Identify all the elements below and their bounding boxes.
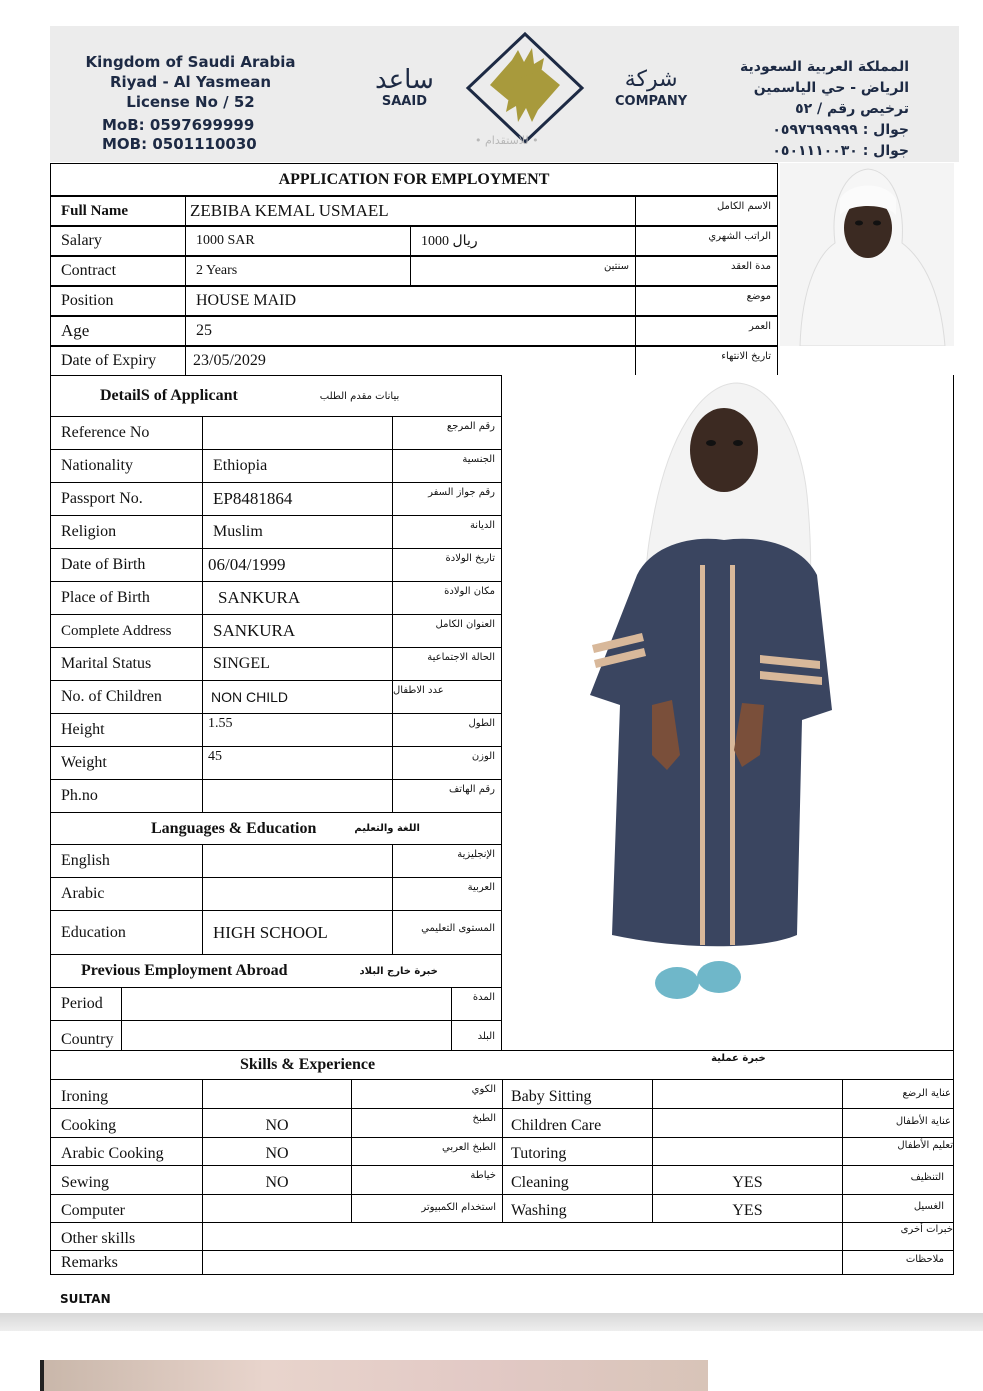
passport-ar-label: رقم جواز السفر (392, 482, 502, 516)
portrait-figure-icon (780, 163, 954, 346)
skill-ironing-ar: الكوي (351, 1079, 503, 1109)
skill-children-care-value (652, 1108, 843, 1138)
height-value: 1.55 (202, 713, 393, 747)
skill-arabic-cooking-value: NO (202, 1137, 352, 1166)
weight-value: 45 (202, 746, 393, 780)
details-heading-ar: بيانات مقدم الطلب (319, 390, 400, 402)
english-label: English (50, 844, 203, 878)
passport-value: EP8481864 (202, 482, 393, 516)
next-page-preview (40, 1360, 708, 1391)
children-value: NON CHILD (202, 680, 393, 714)
dob-ar-label: تاريخ الولادة (392, 548, 502, 582)
marital-label: Marital Status (50, 647, 203, 681)
letterhead-english (68, 52, 313, 112)
skill-cooking-ar: الطبخ (351, 1108, 503, 1138)
remarks-label: Remarks (50, 1250, 203, 1275)
logo-saaid-en: SAAID (381, 94, 427, 109)
letterhead-ar-line: الرياض - حي الياسمين (753, 80, 909, 96)
skill-cleaning-value: YES (652, 1165, 843, 1195)
address-value: SANKURA (202, 614, 393, 648)
skill-tutoring-ar: تعليم الأطفال (842, 1137, 954, 1166)
skill-sewing-ar: خياطة (351, 1165, 503, 1195)
skill-cleaning-label: Cleaning (502, 1165, 653, 1195)
age-label: Age (50, 316, 186, 346)
children-ar-label: عدد الاطفال (392, 680, 502, 714)
address-label: Complete Address (50, 614, 203, 648)
contract-value-ar (410, 256, 636, 286)
previous-heading-ar: خبرة خارج البلاد (359, 965, 438, 977)
other-skills-value (202, 1222, 843, 1251)
letterhead-ar-line: جوال : ٠٥٠١١١٠٠٣٠ (772, 143, 909, 159)
full-name-value: ZEBIBA KEMAL USMAEL (185, 196, 636, 226)
nationality-value: Ethiopia (202, 449, 393, 483)
letterhead-line: Kingdom of Saudi Arabia (85, 53, 296, 71)
letterhead-arabic (740, 57, 909, 162)
position-ar-label: موضع (635, 286, 778, 316)
marital-ar-label: الحالة الاجتماعية (392, 647, 502, 681)
skill-washing-ar: الغسيل (842, 1194, 954, 1223)
languages-heading-row (50, 812, 502, 845)
reference-ar-label: رقم المرجع (392, 416, 502, 450)
skill-computer-label: Computer (50, 1194, 203, 1223)
other-skills-label: Other skills (50, 1222, 203, 1251)
country-label: Country (50, 1020, 122, 1051)
page-separator (0, 1313, 983, 1331)
contract-ar-label: مدة العقد (635, 256, 778, 286)
age-value: 25 (185, 316, 636, 346)
expiry-value: 23/05/2029 (185, 346, 636, 376)
contract-value-ar-text: سنتين (603, 261, 629, 272)
remarks-value (202, 1250, 843, 1275)
skills-heading-row (50, 1050, 954, 1080)
logo-caption: • للاستقدام • (475, 134, 539, 147)
birthplace-value: SANKURA (202, 581, 393, 615)
other-skills-ar: خبرات أخرى (842, 1222, 954, 1251)
skill-baby-sitting-ar: عناية الرضع (842, 1079, 954, 1109)
mobile-number: MOB: 0501110030 (102, 135, 257, 153)
contract-value: 2 Years (185, 256, 411, 286)
salary-label: Salary (50, 226, 186, 256)
full-body-figure-icon (502, 375, 954, 1051)
salary-value: 1000 SAR (185, 226, 411, 256)
arabic-value (202, 877, 393, 911)
saaid-logo-text (375, 66, 434, 109)
birthplace-ar-label: مكان الولادة (392, 581, 502, 615)
skill-washing-label: Washing (502, 1194, 653, 1223)
english-ar-label: الإنجليزية (392, 844, 502, 878)
logo-saaid-ar: ساعد (375, 65, 434, 95)
country-value (121, 1020, 452, 1051)
religion-ar-label: الديانة (392, 515, 502, 549)
arabic-label: Arabic (50, 877, 203, 911)
letterhead-ar-line: المملكة العربية السعودية (740, 59, 909, 75)
skill-computer-ar: استخدام الكمبيوتر (351, 1194, 503, 1223)
skill-sewing-value: NO (202, 1165, 352, 1195)
country-ar-label: البلد (451, 1020, 502, 1051)
expiry-label: Date of Expiry (50, 346, 186, 376)
salary-ar-label: الراتب الشهري (635, 226, 778, 256)
agent-name: SULTAN (60, 1292, 111, 1306)
height-ar-label: الطول (392, 713, 502, 747)
skill-children-care-ar: عناية الأطفال (842, 1108, 954, 1138)
period-value (121, 987, 452, 1021)
reference-label: Reference No (50, 416, 203, 450)
previous-heading: Previous Employment Abroad (81, 962, 288, 979)
skill-ironing-label: Ironing (50, 1079, 203, 1109)
skill-arabic-cooking-ar: الطبخ العربي (351, 1137, 503, 1166)
dob-value: 06/04/1999 (202, 548, 393, 582)
marital-value: SINGEL (202, 647, 393, 681)
logo-company-ar: شركة (624, 67, 678, 92)
skill-sewing-label: Sewing (50, 1165, 203, 1195)
english-value (202, 844, 393, 878)
remarks-ar: ملاحظات (842, 1250, 954, 1275)
position-value: HOUSE MAID (185, 286, 636, 316)
previous-heading-row (50, 954, 502, 988)
full-name-label: Full Name (50, 196, 186, 226)
education-ar-label: المستوى التعليمي (392, 910, 502, 955)
skills-heading: Skills & Experience (240, 1056, 376, 1073)
details-heading-row (50, 375, 502, 417)
contract-label: Contract (50, 256, 186, 286)
skill-arabic-cooking-label: Arabic Cooking (50, 1137, 203, 1166)
skill-baby-sitting-value (652, 1079, 843, 1109)
birthplace-label: Place of Birth (50, 581, 203, 615)
religion-label: Religion (50, 515, 203, 549)
skill-children-care-label: Children Care (502, 1108, 653, 1138)
letterhead-banner (50, 26, 959, 162)
weight-label: Weight (50, 746, 203, 780)
period-label: Period (50, 987, 122, 1021)
skill-baby-sitting-label: Baby Sitting (502, 1079, 653, 1109)
height-label: Height (50, 713, 203, 747)
religion-value: Muslim (202, 515, 393, 549)
age-ar-label: العمر (635, 316, 778, 346)
skill-cooking-label: Cooking (50, 1108, 203, 1138)
hands-logo-icon (460, 30, 590, 145)
skill-ironing-value (202, 1079, 352, 1109)
letterhead-ar-line: ترخيص رقم / ٥٢ (795, 101, 909, 117)
dob-label: Date of Birth (50, 548, 203, 582)
logo-company-en: COMPANY (615, 94, 688, 109)
skill-tutoring-value (652, 1137, 843, 1166)
passport-label: Passport No. (50, 482, 203, 516)
reference-value (202, 416, 393, 450)
letterhead-ar-line: جوال : ٠٥٩٧٦٩٩٩٩٩ (772, 122, 909, 138)
letterhead-phones (102, 116, 257, 154)
languages-heading: Languages & Education (151, 819, 317, 837)
position-label: Position (50, 286, 186, 316)
full-name-ar-label: الاسم الكامل (635, 196, 778, 226)
address-ar-label: العنوان الكامل (392, 614, 502, 648)
applicant-portrait-photo (780, 163, 954, 346)
skill-washing-value: YES (652, 1194, 843, 1223)
nationality-label: Nationality (50, 449, 203, 483)
languages-heading-ar: اللغة والتعليم (354, 823, 420, 834)
arabic-ar-label: العربية (392, 877, 502, 911)
details-heading: DetailS of Applicant (100, 387, 238, 404)
skill-computer-value (202, 1194, 352, 1223)
form-title: APPLICATION FOR EMPLOYMENT (50, 163, 778, 196)
skill-tutoring-label: Tutoring (502, 1137, 653, 1166)
nationality-ar-label: الجنسية (392, 449, 502, 483)
expiry-ar-label: تاريخ الانتهاء (635, 346, 778, 376)
education-value: HIGH SCHOOL (202, 910, 393, 955)
skill-cooking-value: NO (202, 1108, 352, 1138)
period-ar-label: المدة (451, 987, 502, 1021)
skills-heading-ar: خبرة عملية (711, 1053, 766, 1064)
phone-value (202, 779, 393, 813)
letterhead-line: Riyad - Al Yasmean (109, 73, 272, 91)
mobile-number: MoB: 0597699999 (102, 116, 255, 134)
company-logo-text (615, 66, 687, 109)
education-label: Education (50, 910, 203, 955)
salary-value-ar: 1000 ريال (410, 226, 636, 256)
phone-ar-label: رقم الهاتف (392, 779, 502, 813)
phone-label: Ph.no (50, 779, 203, 813)
letterhead-line: License No / 52 (126, 93, 255, 111)
children-label: No. of Children (50, 680, 203, 714)
weight-ar-label: الوزن (392, 746, 502, 780)
applicant-full-body-photo (502, 375, 954, 1051)
skill-cleaning-ar: التنظيف (842, 1165, 954, 1195)
